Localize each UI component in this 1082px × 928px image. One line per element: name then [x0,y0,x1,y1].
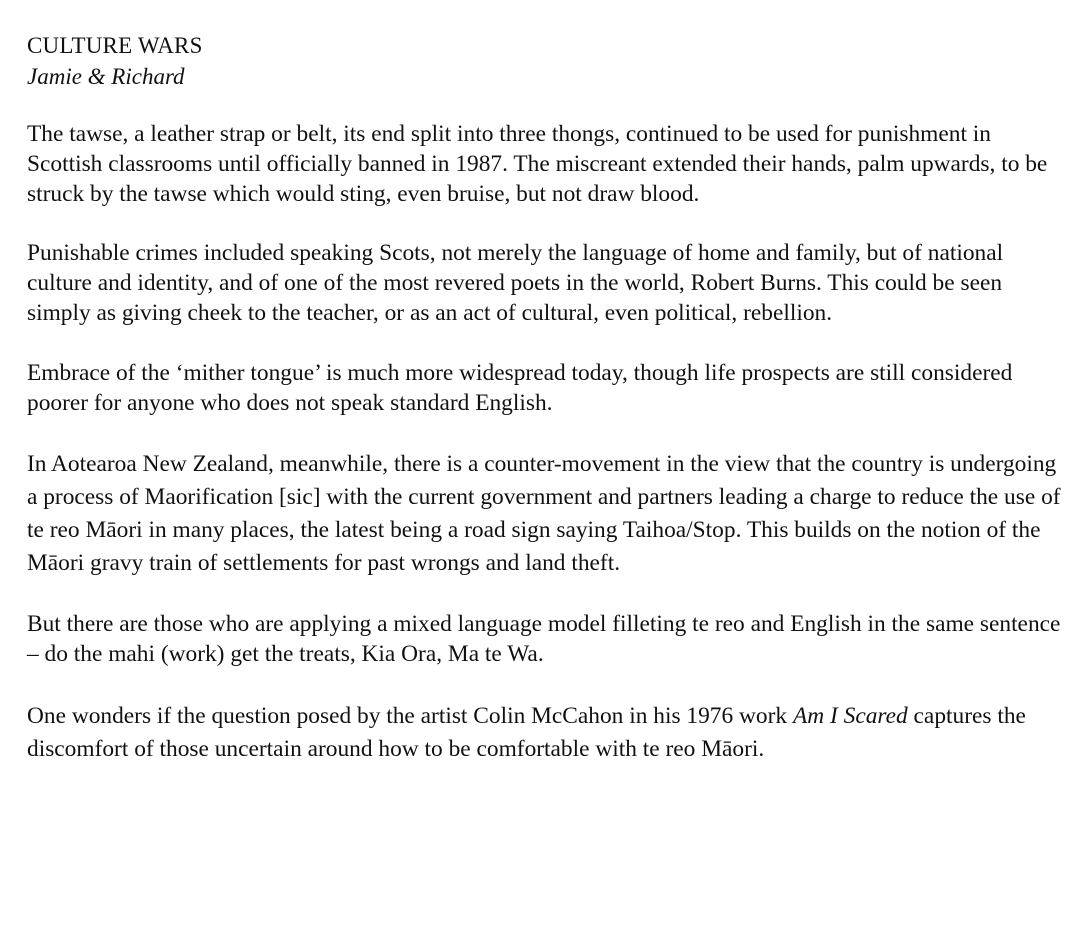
paragraph-mccahon-before: One wonders if the question posed by the artist Colin McCahon in his 1976 work [27,702,793,729]
paragraph-tawse: The tawse, a leather strap or belt, its end split into three thongs, continued to be used for punishment in Scottish classrooms until officially banned in 1987. The miscreant extended their hands, palm upwards, to be struck by the tawse which would sting, even bruise, but not draw blood. [27,121,1048,207]
document-title: CULTURE WARS [27,33,203,58]
paragraph-scots: Punishable crimes included speaking Scots, not merely the language of home and family, but of national culture and identity, and of one of the most revered poets in the world, Robert Burns. This could be seen simply as giving cheek to the teacher, or as an act of cultural, even political, rebellion. [27,240,1004,326]
paragraph-aotearoa: In Aotearoa New Zealand, meanwhile, there is a counter-movement in the view that the country is undergoing a process of Maorification [sic] with the current government and partners leading a charge to reduce the use of te reo Māori in many places, the latest being a road sign saying Taihoa/Stop. This builds on the notion of the Māori gravy train of settlements for past wrongs and land theft. [27,451,1061,577]
paragraph-mither-tongue: Embrace of the ‘mither tongue’ is much more widespread today, though life prospects are still considered poorer for anyone who does not speak standard English. [27,359,1013,416]
artwork-title: Am I Scared [792,702,908,729]
paragraph-mccahon-after: captures the discomfort of those uncertain around how to be comfortable with te reo Māori. [27,702,1026,762]
paragraph-mixed-language: But there are those who are applying a mixed language model filleting te reo and English in the same sentence – do the mahi (work) get the treats, Kia Ora, Ma te Wa. [27,611,1061,668]
paragraph-mccahon [27,700,1067,766]
document-page [27,30,1067,796]
document-authors: Jamie & Richard [27,64,185,89]
